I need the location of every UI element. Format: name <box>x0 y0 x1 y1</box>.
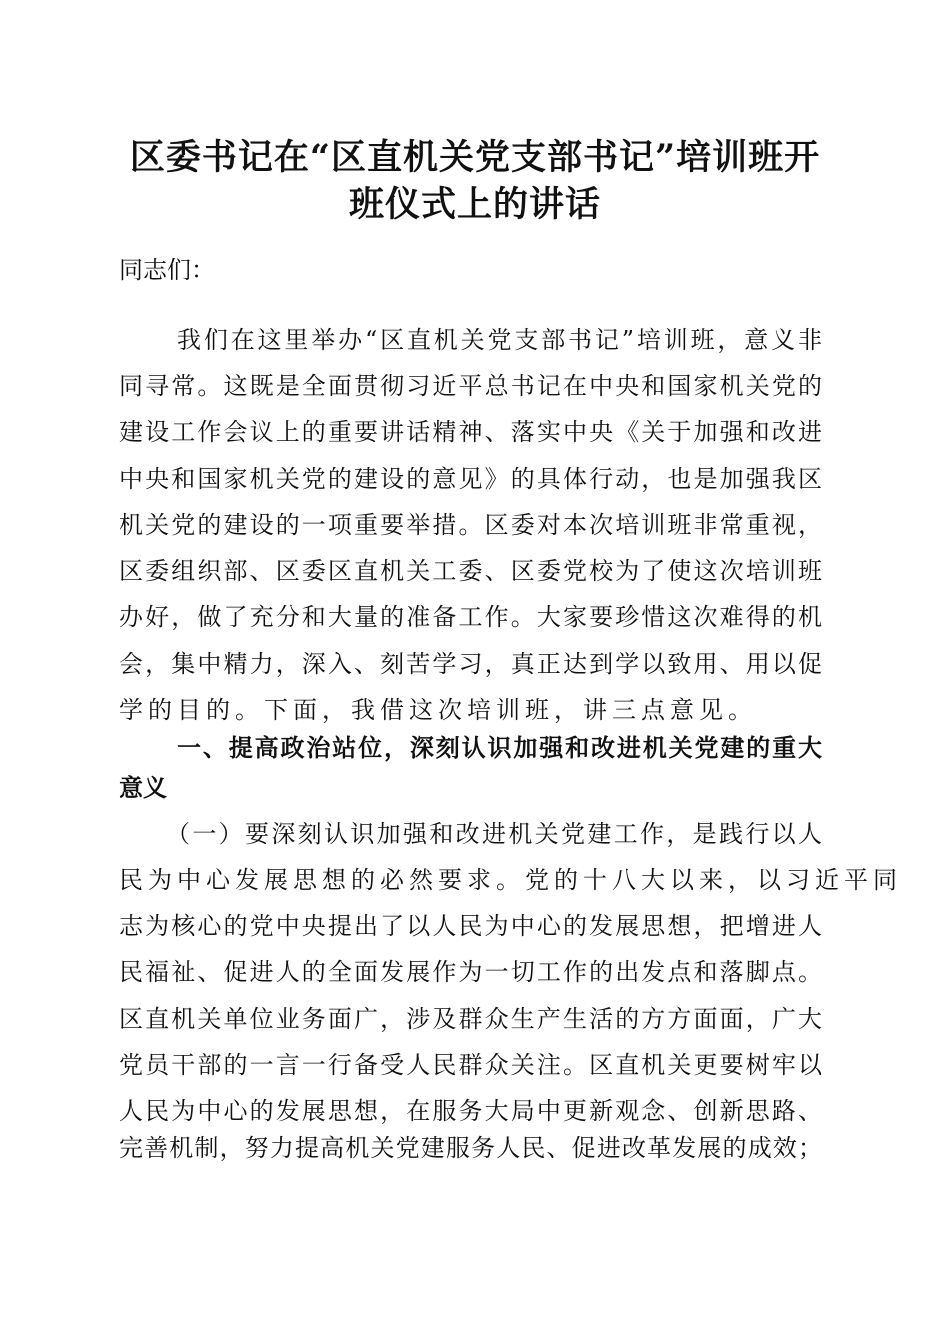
text-line: 民福祉、促进人的全面发展作为一切工作的出发点和落脚点。 <box>119 958 822 986</box>
text-line: 学的目的。下面，我借这次培训班，讲三点意见。 <box>119 696 757 724</box>
heading-line: 意义 <box>119 773 167 802</box>
text-line: 党员干部的一言一行备受人民群众关注。区直机关更要树牢以 <box>119 1051 822 1079</box>
text-line: 人民为中心的发展思想，在服务大局中更新观念、创新思路、 <box>119 1097 822 1125</box>
text-line: 机关党的建设的一项重要举措。区委对本次培训班非常重视， <box>119 511 822 539</box>
text-line: 会，集中精力，深入、刻苦学习，真正达到学以致用、用以促 <box>119 650 822 678</box>
document-title-line-1: 区委书记在“区直机关党支部书记”培训班开 <box>129 137 821 178</box>
salutation: 同志们： <box>119 256 215 284</box>
text-line: 完善机制，努力提高机关党建服务人民、促进改革发展的成效； <box>119 1134 822 1162</box>
heading-line: 一、提高政治站位，深刻认识加强和改进机关党建的重大 <box>177 733 822 762</box>
subheading-tail: 民为中心发展思想的必然要求。 <box>119 866 525 894</box>
text-segment: 党的十八大以来，以习近平同 <box>525 866 902 894</box>
text-line-mixed <box>119 864 902 896</box>
document-title-line-2: 班仪式上的讲话 <box>348 184 601 225</box>
text-line: 同寻常。这既是全面贯彻习近平总书记在中央和国家机关党的 <box>119 372 822 400</box>
text-line: 志为核心的党中央提出了以人民为中心的发展思想，把增进人 <box>119 912 822 940</box>
text-line: 我们在这里举办“区直机关党支部书记”培训班，意义非 <box>177 326 822 354</box>
subheading-line: （一）要深刻认识加强和改进机关党建工作，是践行以人 <box>166 820 822 848</box>
text-line: 区直机关单位业务面广，涉及群众生产生活的方方面面，广大 <box>119 1005 822 1033</box>
text-line: 建设工作会议上的重要讲话精神、落实中央《关于加强和改进 <box>119 418 822 446</box>
text-line: 中央和国家机关党的建设的意见》的具体行动，也是加强我区 <box>119 465 822 493</box>
text-line: 区委组织部、区委区直机关工委、区委党校为了使这次培训班 <box>119 557 822 585</box>
text-line: 办好，做了充分和大量的准备工作。大家要珍惜这次难得的机 <box>119 603 822 631</box>
